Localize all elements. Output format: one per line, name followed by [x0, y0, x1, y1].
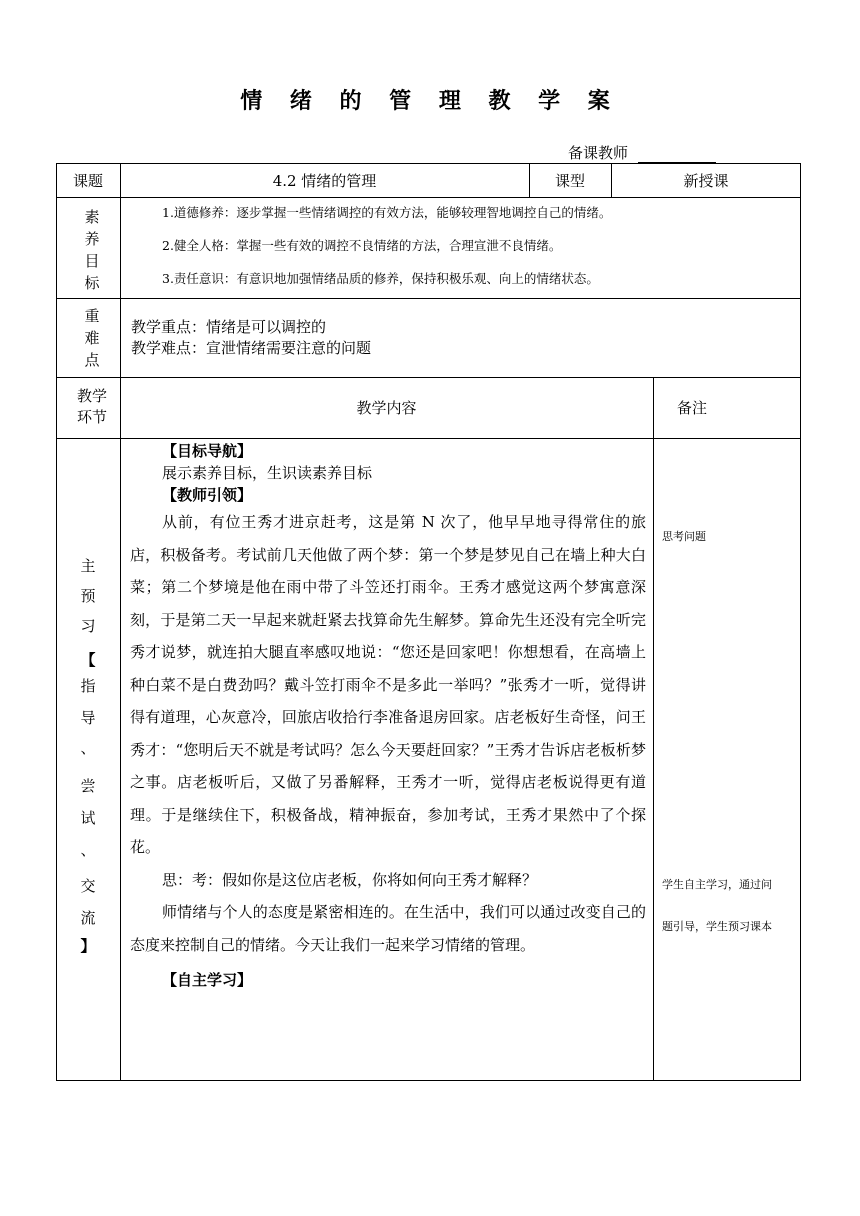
- goal-item: 1.道德修养：逐步掌握一些情绪调控的有效方法，能够较理智地调控自己的情绪。: [162, 205, 612, 220]
- literacy-label-char: 养: [84, 230, 100, 248]
- teacher-label: 备课教师: [568, 144, 629, 162]
- keypoints-label: [80, 305, 104, 371]
- content-header: 教学内容: [356, 399, 417, 417]
- page-title: 情 绪 的 管 理 教 学 案: [240, 89, 620, 114]
- stage-char: 、: [80, 841, 96, 859]
- stage-char: 导: [80, 709, 96, 727]
- stage-char: 预: [80, 587, 96, 605]
- type-label: 课型: [554, 171, 585, 190]
- teacher-field: [568, 142, 716, 163]
- stage-char: 、: [80, 739, 96, 757]
- literacy-goals: [162, 204, 611, 303]
- keypoints-content: [131, 317, 371, 359]
- goal-item: 3.责任意识：有意识地加强情绪品质的修养，保持积极乐观、向上的情绪状态。: [162, 271, 599, 286]
- type-value: 新授课: [683, 171, 729, 190]
- question-paragraph: 思：考：假如你是这位店老板，你将如何向王秀才解释？: [162, 870, 538, 889]
- goal-nav-text: 展示素养目标，生识读素养目标: [162, 464, 373, 482]
- stage-char: 习: [80, 617, 96, 635]
- stage-header: [72, 386, 112, 428]
- stage-char: 尝: [80, 777, 96, 795]
- stage-char: 主: [80, 557, 96, 575]
- keypoints-label-char: 重: [84, 307, 100, 325]
- teaching-difficulty: 教学难点：宣泄情绪需要注意的问题: [131, 339, 372, 357]
- story-paragraph: 从前，有位王秀才进京赶考，这是第 N 次了，他早早地寻得常住的旅店，积极备考。考试前几天他做了两个梦：第一个梦是梦见自己在墙上种大白菜；第二个梦境是他在雨中带了斗笠还打雨伞。王秀才感觉这两个梦寓意深刻，于是第二天一早起来就赶紧去找算命先生解梦。算命先生还没有完全听完秀才说梦，就连拍大腿直率感叹地说：“您还是回家吧！你想想看，在高墙上种白菜不是白费劲吗？戴斗笠打雨伞不是多此一举吗？”张秀才一听，觉得讲得有道理，心灰意冷，回旅店收拾行李准备退房回家。店老板好生奇怪，问王秀才：“您明后天不就是考试吗？怎么今天要赶回家？”王秀才告诉店老板析梦之事。店老板听后，又做了另番解释，王秀才一听，觉得店老板说得更有道理。于是继续住下，积极备战，精神振奋，参加考试，王秀才果然中了个探花。: [130, 513, 646, 856]
- keypoints-label-char: 点: [84, 351, 100, 369]
- rule-row1-bottom: [56, 197, 801, 198]
- goal-nav-header: 【目标导航】: [162, 442, 253, 460]
- literacy-label: [80, 206, 104, 294]
- notes-header: 备注: [676, 399, 707, 417]
- preview-stage-label: [70, 555, 106, 961]
- teacher-blank: [638, 148, 716, 163]
- stage-char: 指: [80, 677, 96, 695]
- topic-label: 课题: [72, 171, 103, 190]
- stage-char: 】: [80, 937, 96, 955]
- stage-char: 交: [80, 877, 96, 895]
- note-self-study-line2: 题引导，学生预习课本: [662, 920, 772, 933]
- rule-header-bottom: [56, 438, 801, 439]
- teaching-focus: 教学重点：情绪是可以调控的: [131, 318, 327, 336]
- note-think-question: 思考问题: [662, 530, 706, 543]
- stage-char: 试: [80, 809, 96, 827]
- stage-header-line: 教学: [76, 387, 107, 405]
- topic-value: 4.2 情绪的管理: [272, 171, 377, 190]
- keypoints-label-char: 难: [84, 329, 100, 347]
- rule-stage-col: [120, 163, 121, 1081]
- preview-content: [130, 440, 646, 991]
- stage-header-line: 环节: [76, 408, 107, 426]
- teacher-lead-header: 【教师引领】: [162, 486, 253, 504]
- summary-paragraph: 师情绪与个人的态度是紧密相连的。在生活中，我们可以通过改变自己的态度来控制自己的情绪。今天让我们一起来学习情绪的管理。: [130, 903, 646, 954]
- rule-notes-col: [653, 377, 654, 1081]
- literacy-label-char: 标: [84, 274, 100, 292]
- literacy-label-char: 素: [84, 208, 100, 226]
- note-self-study-line1: 学生自主学习，通过问: [662, 878, 772, 891]
- literacy-label-char: 目: [84, 252, 100, 270]
- self-study-header: 【自主学习】: [162, 971, 253, 989]
- goal-item: 2.健全人格：掌握一些有效的调控不良情绪的方法，合理宣泄不良情绪。: [162, 238, 562, 253]
- stage-char: 【: [80, 651, 96, 669]
- stage-char: 流: [80, 909, 96, 927]
